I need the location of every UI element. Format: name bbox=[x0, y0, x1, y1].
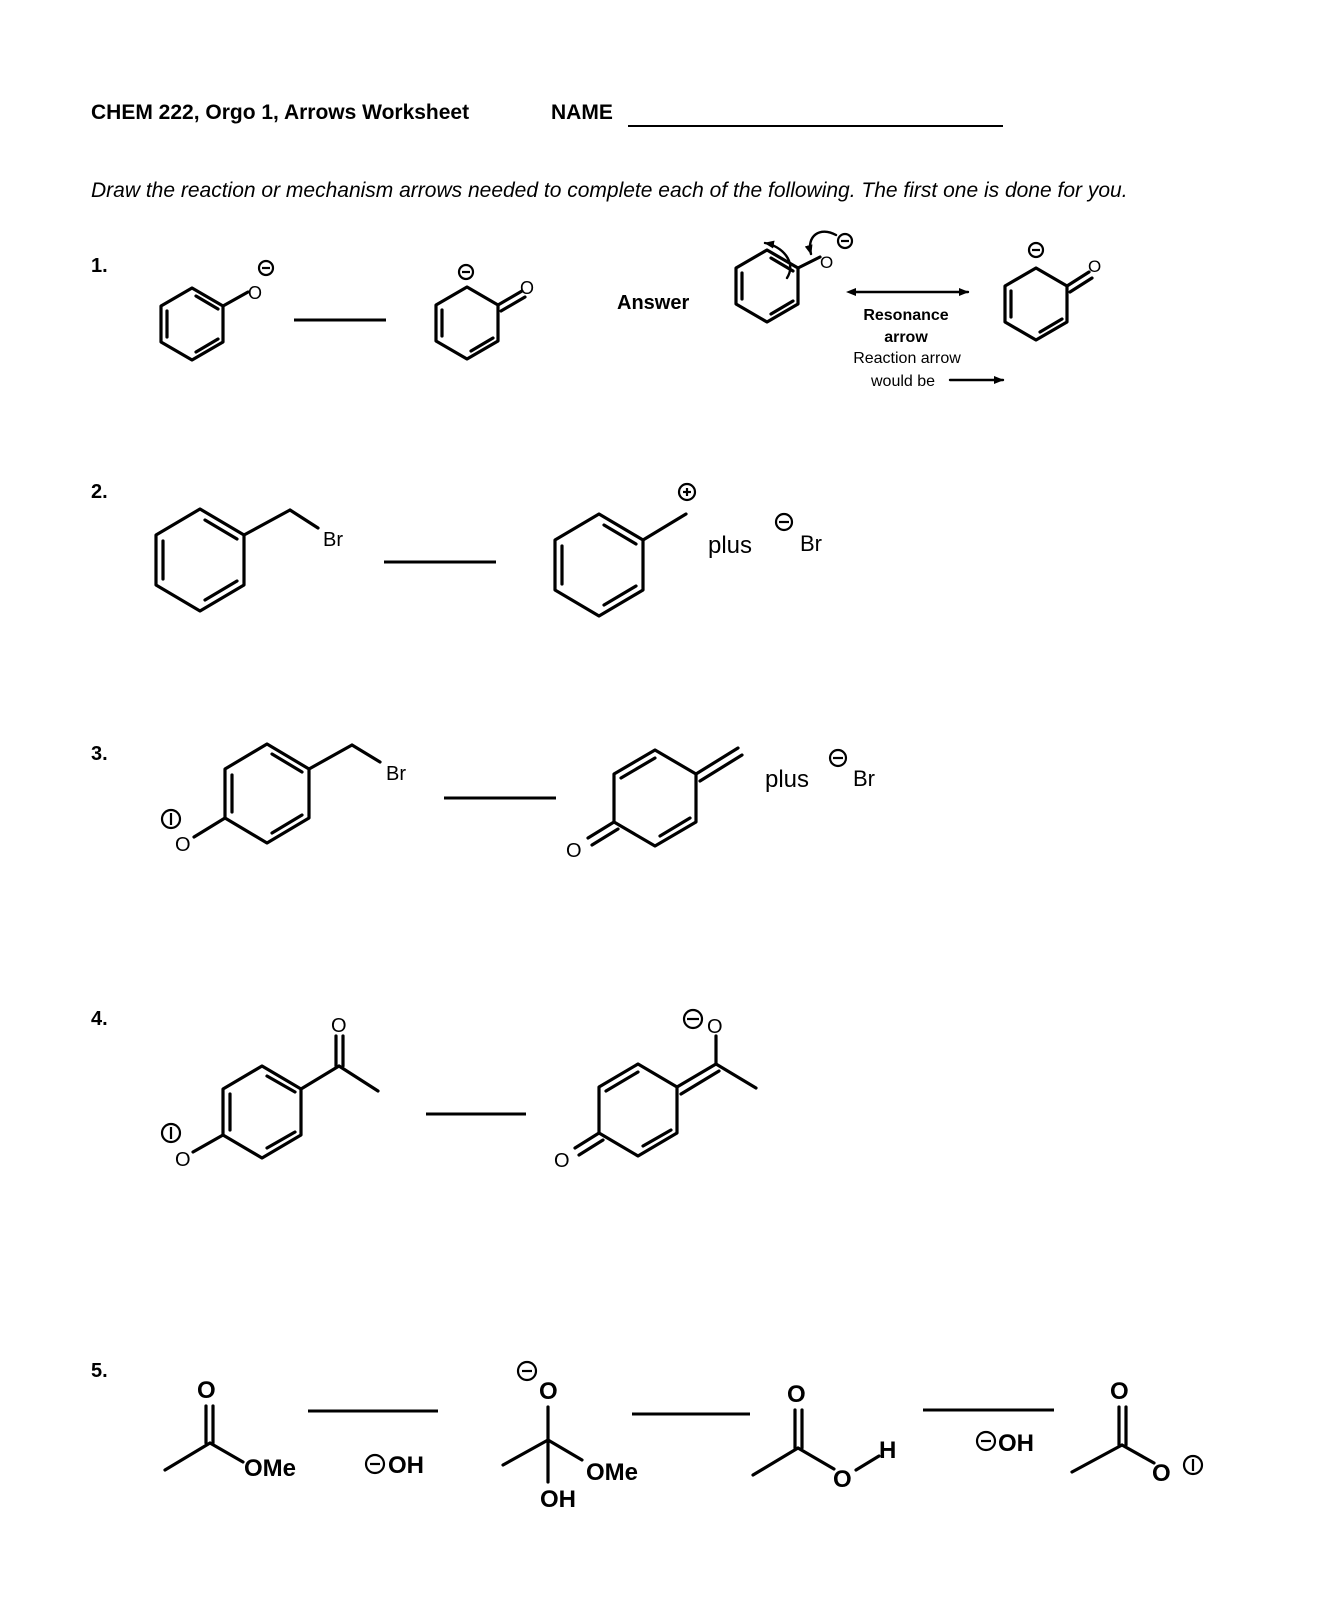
negative-charge-icon bbox=[518, 1362, 536, 1380]
atom-label: O bbox=[707, 1016, 723, 1038]
atom-label: O bbox=[1110, 1378, 1129, 1405]
negative-charge-icon bbox=[684, 1010, 702, 1028]
atom-label: O bbox=[175, 1149, 191, 1171]
atom-label: O bbox=[539, 1378, 558, 1405]
atom-label: O bbox=[833, 1466, 852, 1493]
answer-label: Answer bbox=[617, 292, 690, 314]
q5-methyl-acetate bbox=[165, 1377, 296, 1482]
q5-tetrahedral-intermediate bbox=[503, 1362, 638, 1513]
negative-charge-icon bbox=[830, 750, 846, 766]
q3-reactant-phenoxide-benzyl-bromide bbox=[162, 744, 406, 856]
atom-label: OH bbox=[540, 1486, 576, 1513]
atom-label: O bbox=[1088, 257, 1102, 276]
question-1-number: 1. bbox=[91, 255, 108, 277]
q2-plus-label: plus bbox=[708, 532, 753, 559]
question-4-number: 4. bbox=[91, 1008, 108, 1030]
q2-product-benzyl-cation bbox=[555, 484, 695, 616]
negative-charge-icon bbox=[776, 514, 792, 530]
atom-label: O bbox=[175, 834, 191, 856]
atom-label: O bbox=[554, 1150, 570, 1172]
name-label: NAME bbox=[551, 101, 613, 124]
q3-product-quinone-methide bbox=[566, 748, 742, 862]
positive-charge-icon bbox=[679, 484, 695, 500]
negative-charge-icon bbox=[366, 1455, 384, 1473]
atom-label: OMe bbox=[586, 1459, 639, 1486]
atom-label: H bbox=[879, 1437, 897, 1464]
resonance-label-line2: arrow bbox=[884, 329, 928, 346]
q2-reactant-benzyl-bromide bbox=[156, 509, 343, 611]
reaction-arrow-note-line1: Reaction arrow bbox=[853, 350, 961, 367]
hydroxide-label: OH bbox=[388, 1452, 424, 1479]
q1-answer-phenoxide-with-arrows bbox=[736, 232, 852, 322]
worksheet-title: CHEM 222, Orgo 1, Arrows Worksheet bbox=[91, 101, 470, 124]
bromide-label: Br bbox=[800, 531, 822, 556]
atom-label: OMe bbox=[244, 1455, 297, 1482]
negative-charge-icon bbox=[459, 265, 473, 279]
q1-product-enone bbox=[436, 265, 534, 359]
q3-plus-label: plus bbox=[765, 766, 810, 793]
negative-charge-icon bbox=[1029, 243, 1043, 257]
curved-arrow-icon bbox=[810, 232, 836, 254]
q1-answer-enone-product bbox=[1005, 243, 1101, 340]
resonance-label-line1: Resonance bbox=[863, 307, 949, 324]
q5-acetic-acid bbox=[753, 1381, 896, 1493]
atom-label: O bbox=[331, 1015, 347, 1037]
atom-label: O bbox=[787, 1381, 806, 1408]
atom-label: O bbox=[197, 1377, 216, 1404]
atom-label: O bbox=[1152, 1460, 1171, 1487]
question-5-number: 5. bbox=[91, 1360, 108, 1382]
instructions: Draw the reaction or mechanism arrows needed to complete each of the following. The first one is done for you. bbox=[91, 179, 1128, 202]
bromide-label: Br bbox=[853, 766, 875, 791]
atom-label: O bbox=[820, 253, 834, 272]
negative-charge-icon bbox=[1184, 1456, 1202, 1474]
atom-label: O bbox=[566, 840, 582, 862]
atom-label: O bbox=[520, 278, 535, 298]
atom-label: Br bbox=[323, 529, 343, 551]
q4-reactant-phenoxide-ketone bbox=[162, 1015, 378, 1171]
question-3-number: 3. bbox=[91, 743, 108, 765]
q1-reactant-phenoxide bbox=[161, 261, 273, 360]
hydroxide-label: OH bbox=[998, 1430, 1034, 1457]
negative-charge-icon bbox=[162, 1124, 180, 1142]
negative-charge-icon bbox=[977, 1432, 995, 1450]
negative-charge-icon bbox=[162, 810, 180, 828]
atom-label: O bbox=[248, 283, 263, 303]
question-2-number: 2. bbox=[91, 481, 108, 503]
negative-charge-icon bbox=[259, 261, 273, 275]
q5-acetate bbox=[1072, 1378, 1202, 1487]
q4-product-enolate-quinone bbox=[554, 1010, 756, 1172]
reaction-arrow-note-line2: would be bbox=[871, 373, 936, 390]
negative-charge-icon bbox=[838, 234, 852, 248]
atom-label: Br bbox=[386, 763, 406, 785]
